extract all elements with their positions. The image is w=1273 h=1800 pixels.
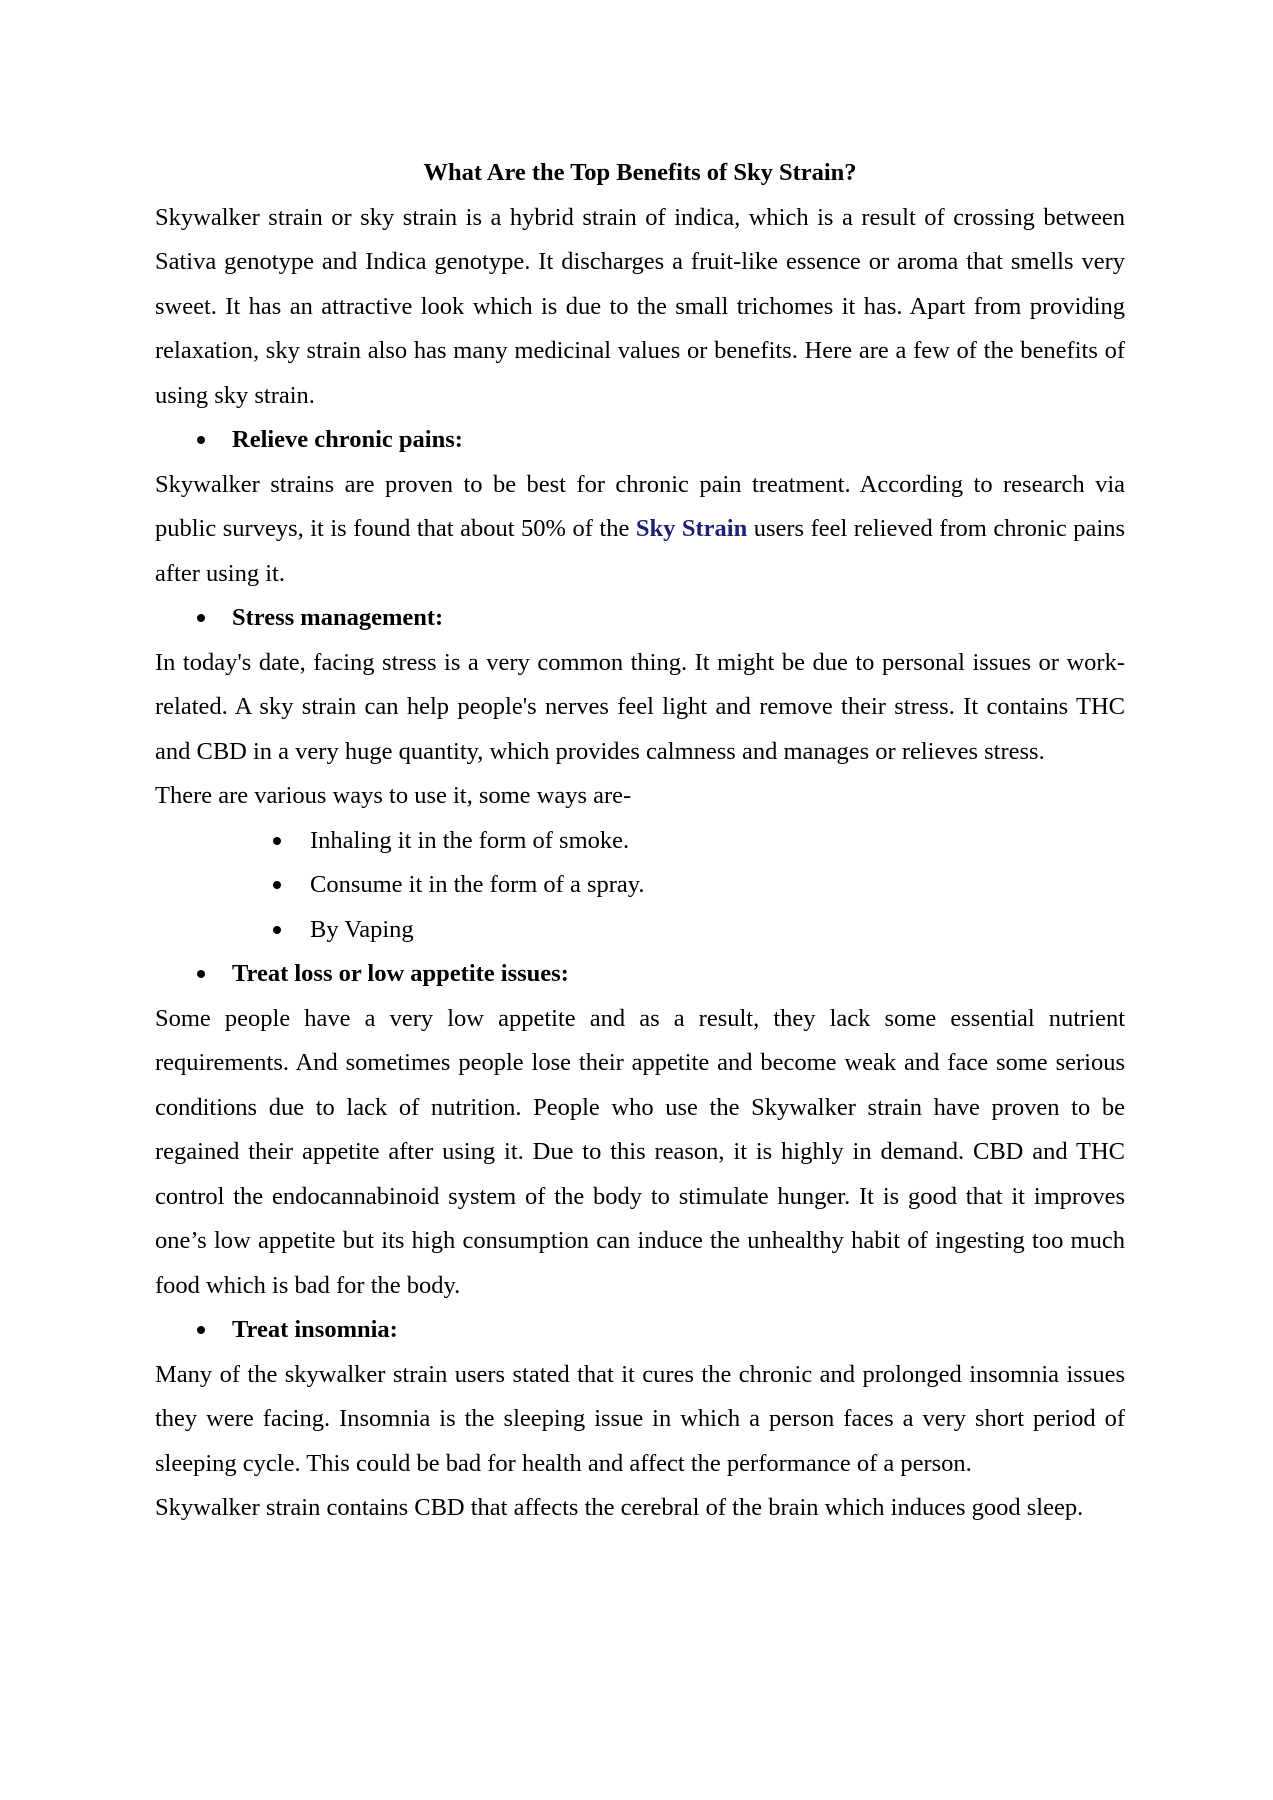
list-item: Inhaling it in the form of smoke. [155, 819, 1125, 864]
sky-strain-link[interactable]: Sky Strain [635, 515, 748, 542]
heading-stress-management: Stress management: [155, 596, 1125, 641]
list-item: Consume it in the form of a spray. [155, 863, 1125, 908]
chronic-pains-text-before: Skywalker strains are proven to be best for chronic pain treatment. According to research via public surveys, it is found that about 50% of the [155, 470, 1125, 542]
appetite-paragraph: Some people have a very low appetite and as a result, they lack some essential nutrient requirements. And sometimes people lose their appetite and become weak and face some serious conditions due to lack of nutrition. People who use the Skywalker strain have proven to be regained their appetite after using it. Due to this reason, it is highly in demand. CBD and THC control the endocannabinoid system of the body to stimulate hunger. It is good that it improves one’s low appetite but its high consumption can induce the unhealthy habit of ingesting too much food which is bad for the body. [155, 1004, 1125, 1299]
insomnia-paragraph-2: Skywalker strain contains CBD that affects the cerebral of the brain which induces good sleep. [155, 1494, 1084, 1521]
document-title: What Are the Top Benefits of Sky Strain? [423, 159, 857, 186]
heading-insomnia: Treat insomnia: [155, 1308, 1125, 1353]
chronic-pains-text-after: users feel relieved from chronic pains after using it. [155, 515, 1126, 587]
heading-chronic-pains: Relieve chronic pains: [155, 418, 1125, 463]
heading-appetite: Treat loss or low appetite issues: [155, 952, 1125, 997]
chronic-pains-paragraph [155, 463, 1125, 597]
ways-intro: There are various ways to use it, some ways are- [155, 782, 632, 809]
list-item: By Vaping [155, 908, 1125, 953]
intro-paragraph: Skywalker strain or sky strain is a hybrid strain of indica, which is a result of crossing between Sativa genotype and Indica genotype. It discharges a fruit-like essence or aroma that smells very sweet. It has an attractive look which is due to the small trichomes it has. Apart from providing relaxation, sky strain also has many medicinal values or benefits. Here are a few of the benefits of using sky strain. [155, 203, 1125, 409]
insomnia-paragraph: Many of the skywalker strain users stated that it cures the chronic and prolonged insomnia issues they were facing. Insomnia is the sleeping issue in which a person faces a very short period of sleeping cycle. This could be bad for health and affect the performance of a person. [155, 1360, 1125, 1477]
stress-paragraph: In today's date, facing stress is a very common thing. It might be due to personal issues or work-related. A sky strain can help people's nerves feel light and remove their stress. It contains THC and CBD in a very huge quantity, which provides calmness and manages or relieves stress. [155, 648, 1125, 765]
document-body [155, 151, 1125, 1531]
